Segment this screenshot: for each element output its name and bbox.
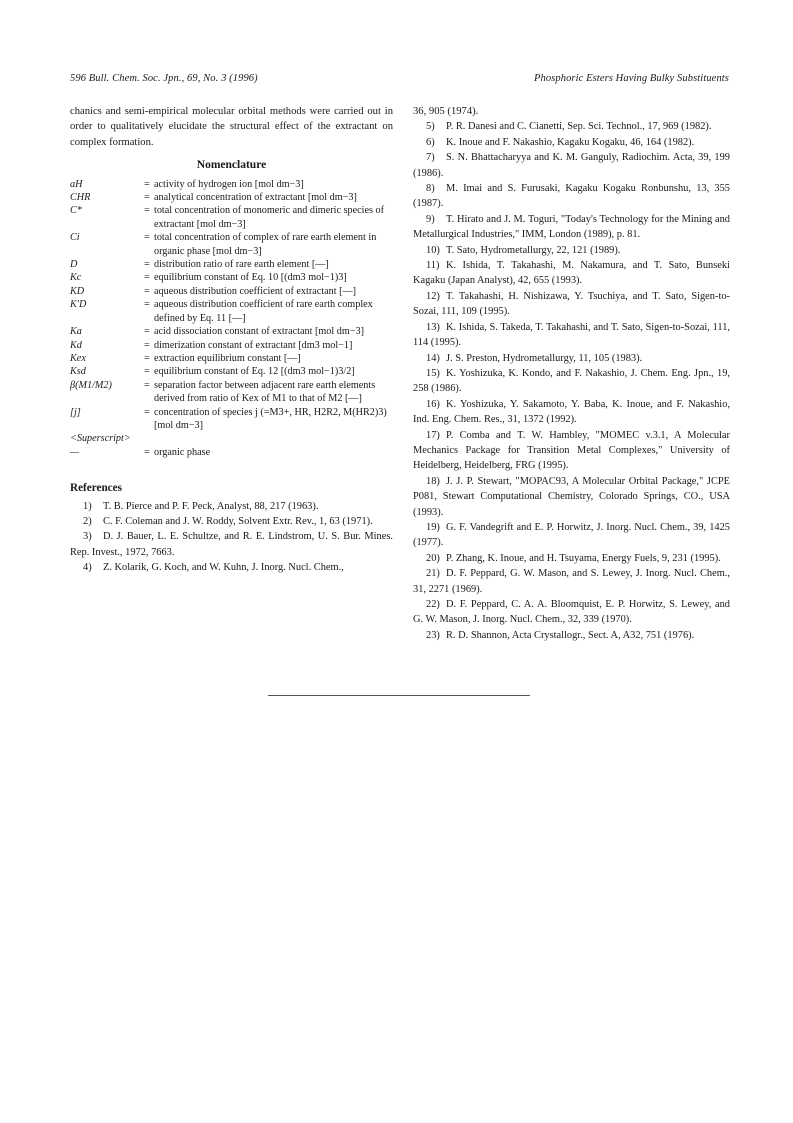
- reference-item: [413, 258, 730, 289]
- reference-number: 5): [426, 121, 435, 133]
- reference-number: 23): [426, 629, 440, 641]
- nomenclature-symbol: Kc: [70, 272, 82, 284]
- reference-text: T. B. Pierce and P. F. Peck, Analyst, 88, 217 (1963).: [103, 500, 319, 512]
- reference-item: [413, 289, 730, 320]
- nomenclature-equals: =: [144, 272, 150, 284]
- nomenclature-equals: =: [144, 205, 150, 217]
- reference-number: 3): [83, 531, 92, 543]
- nomenclature-equals: =: [144, 446, 150, 458]
- nomenclature-row: [70, 352, 393, 365]
- reference-text: K. Ishida, S. Takeda, T. Takahashi, and T. Sato, Sigen-to-Sozai, 111, 114 (1995).: [413, 321, 730, 349]
- reference-text: D. F. Peppard, G. W. Mason, and S. Lewey, J. Inorg. Nucl. Chem., 31, 2271 (1969).: [413, 568, 730, 595]
- reference-number: 4): [83, 562, 92, 574]
- reference-item: [70, 529, 393, 560]
- reference-continuation: 36, 905 (1974).: [413, 106, 479, 117]
- reference-item: [413, 551, 730, 566]
- reference-text: P. Zhang, K. Inoue, and H. Tsuyama, Energy Fuels, 9, 231 (1995).: [446, 552, 721, 564]
- nomenclature-symbol: D: [70, 259, 78, 271]
- reference-item: [413, 181, 730, 212]
- nomenclature-symbol: CHR: [70, 192, 91, 204]
- nomenclature-definition: distribution ratio of rare earth element [—]: [154, 259, 329, 271]
- reference-number: 9): [426, 213, 435, 225]
- nomenclature-symbol: K'D: [70, 299, 87, 311]
- reference-item: [413, 320, 730, 351]
- nomenclature-equals: =: [144, 299, 150, 311]
- reference-item: [413, 628, 730, 643]
- page-header-journal-info: 596 Bull. Chem. Soc. Jpn., 69, No. 3 (1996): [70, 73, 258, 84]
- reference-number: 13): [426, 321, 440, 333]
- reference-item: [413, 150, 730, 181]
- nomenclature-symbol: <Superscript>: [70, 433, 131, 445]
- nomenclature-definition: dimerization constant of extractant [dm3 mol−1]: [154, 339, 353, 351]
- reference-text: T. Hirato and J. M. Toguri, "Today's Technology for the Mining and Metallurgical Industries," IMM, London (1989), p. 81.: [413, 213, 730, 241]
- nomenclature-row: [70, 231, 393, 258]
- nomenclature-equals: =: [144, 406, 150, 418]
- nomenclature-row: [70, 446, 393, 459]
- reference-text: G. F. Vandegrift and E. P. Horwitz, J. Inorg. Nucl. Chem., 39, 1425 (1977).: [413, 521, 730, 549]
- reference-item: [70, 514, 393, 529]
- reference-item: [413, 119, 730, 134]
- reference-item: [413, 135, 730, 150]
- nomenclature-row: [70, 204, 393, 231]
- reference-number: 21): [426, 568, 440, 580]
- reference-number: 22): [426, 599, 440, 610]
- references-list-left: [70, 499, 393, 576]
- reference-number: 19): [426, 521, 440, 533]
- reference-number: 8): [426, 183, 435, 195]
- reference-text: Z. Kolarik, G. Koch, and W. Kuhn, J. Inorg. Nucl. Chem.,: [103, 562, 344, 574]
- reference-item: [413, 243, 730, 258]
- nomenclature-definition: concentration of species j (=M3+, HR, H2R2, M(HR2)3) [mol dm−3]: [154, 406, 387, 431]
- reference-number: 15): [426, 367, 440, 379]
- reference-text: M. Imai and S. Furusaki, Kagaku Kogaku Ronbunshu, 13, 355 (1987).: [413, 183, 730, 210]
- reference-text: P. R. Danesi and C. Cianetti, Sep. Sci. Technol., 17, 969 (1982).: [446, 121, 712, 133]
- nomenclature-symbol: Ka: [70, 326, 82, 338]
- reference-number: 14): [426, 352, 440, 364]
- reference-number: 18): [426, 475, 440, 487]
- nomenclature-definition: aqueous distribution coefficient of extractant [—]: [154, 285, 357, 297]
- nomenclature-definition: extraction equilibrium constant [—]: [154, 352, 301, 364]
- right-column: [413, 104, 730, 643]
- references-heading: References: [70, 482, 122, 495]
- reference-number: 1): [83, 500, 92, 512]
- nomenclature-equals: =: [144, 285, 150, 297]
- nomenclature-row: [70, 271, 393, 284]
- reference-text: P. Comba and T. W. Hambley, "MOMEC v.3.1, A Molecular Mechanics Package for Transition Metal Complexes," University of Heidelberg, Heidelberg, FRG (1995).: [413, 429, 730, 472]
- nomenclature-row: [70, 365, 393, 378]
- nomenclature-row: [70, 285, 393, 298]
- reference-text: J. S. Preston, Hydrometallurgy, 11, 105 (1983).: [446, 352, 643, 364]
- intro-paragraph: chanics and semi-empirical molecular orbital methods were carried out in order to qualitatively elucidate the structural effect of the extractant on complex formation.: [70, 106, 393, 148]
- reference-item: [70, 560, 393, 575]
- nomenclature-equals: =: [144, 352, 150, 364]
- reference-text: T. Takahashi, H. Nishizawa, Y. Tsuchiya, and T. Sato, Sigen-to-Sozai, 111, 109 (1995).: [413, 290, 730, 318]
- reference-number: 7): [426, 152, 435, 164]
- nomenclature-row: [70, 325, 393, 338]
- reference-number: 10): [426, 244, 440, 256]
- nomenclature-symbol: Kex: [70, 352, 86, 364]
- reference-number: 16): [426, 398, 440, 410]
- page-header-running-title: Phosphoric Esters Having Bulky Substituents: [533, 73, 729, 84]
- nomenclature-symbol: KD: [70, 285, 85, 297]
- reference-text: J. J. P. Stewart, "MOPAC93, A Molecular Orbital Package," JCPE P081, Stewart Computational Chemistry, Colorado Springs, CO., USA (1993).: [413, 475, 730, 518]
- reference-item: [413, 428, 730, 474]
- nomenclature-equals: =: [144, 326, 150, 338]
- reference-number: 2): [83, 515, 92, 527]
- reference-item: [70, 499, 393, 514]
- nomenclature-list: [70, 178, 393, 460]
- nomenclature-equals: =: [144, 192, 150, 204]
- nomenclature-row: [70, 432, 393, 445]
- nomenclature-equals: =: [144, 366, 150, 378]
- reference-number: 6): [426, 136, 435, 148]
- nomenclature-definition: activity of hydrogen ion [mol dm−3]: [154, 178, 304, 190]
- reference-text: S. N. Bhattacharyya and K. M. Ganguly, Radiochim. Acta, 39, 199 (1986).: [413, 152, 730, 179]
- nomenclature-definition: separation factor between adjacent rare earth elements derived from ratio of Kex of M1 to that of M2 [—]: [154, 379, 376, 405]
- reference-number: 20): [426, 552, 440, 564]
- reference-item: [413, 597, 730, 628]
- nomenclature-equals: =: [144, 339, 150, 351]
- nomenclature-symbol: [j]: [70, 406, 81, 418]
- nomenclature-definition: analytical concentration of extractant [mol dm−3]: [154, 192, 357, 204]
- reference-text: K. Yoshizuka, K. Kondo, and F. Nakashio, J. Chem. Eng. Jpn., 19, 258 (1986).: [413, 367, 730, 395]
- nomenclature-definition: acid dissociation constant of extractant [mol dm−3]: [154, 326, 365, 338]
- end-rule: [268, 695, 530, 696]
- reference-text: K. Yoshizuka, Y. Sakamoto, Y. Baba, K. Inoue, and F. Nakashio, Ind. Eng. Chem. Res., 31, 1372 (1992).: [413, 398, 730, 426]
- nomenclature-row: [70, 379, 393, 406]
- nomenclature-equals: =: [144, 379, 150, 391]
- reference-text: D. F. Peppard, C. A. A. Bloomquist, E. P. Horwitz, S. Lewey, and G. W. Mason, J. Inorg. Nucl. Chem., 32, 339 (1970).: [413, 599, 730, 626]
- nomenclature-symbol: C*: [70, 205, 82, 217]
- reference-item: [413, 520, 730, 551]
- reference-number: 11): [426, 260, 440, 272]
- nomenclature-row: [70, 339, 393, 352]
- nomenclature-definition: organic phase: [154, 446, 211, 458]
- nomenclature-symbol: aH: [70, 178, 83, 190]
- nomenclature-heading: Nomenclature: [196, 159, 267, 172]
- reference-text: R. D. Shannon, Acta Crystallogr., Sect. A, A32, 751 (1976).: [446, 629, 695, 641]
- nomenclature-symbol: Ci: [70, 232, 80, 244]
- reference-text: K. Ishida, T. Takahashi, M. Nakamura, and T. Sato, Bunseki Kagaku (Japan Analyst), 42, 655 (1993).: [413, 260, 730, 287]
- reference-text: K. Inoue and F. Nakashio, Kagaku Kogaku, 46, 164 (1982).: [446, 136, 695, 148]
- reference-text: T. Sato, Hydrometallurgy, 22, 121 (1989).: [446, 244, 621, 256]
- nomenclature-symbol: Kd: [70, 339, 82, 351]
- reference-item: [413, 366, 730, 397]
- nomenclature-row: [70, 258, 393, 271]
- nomenclature-definition: equilibrium constant of Eq. 10 [(dm3 mol−1)3]: [154, 272, 347, 284]
- reference-number: 12): [426, 290, 440, 302]
- left-column: [70, 104, 393, 576]
- nomenclature-equals: =: [144, 232, 150, 244]
- nomenclature-symbol: β(M1/M2): [70, 379, 112, 391]
- reference-item: [413, 212, 730, 243]
- nomenclature-row: [70, 298, 393, 325]
- nomenclature-row: [70, 406, 393, 433]
- nomenclature-equals: =: [144, 178, 150, 190]
- nomenclature-definition: total concentration of monomeric and dimeric species of extractant [mol dm−3]: [154, 205, 384, 230]
- reference-item: [413, 351, 730, 366]
- references-list-right: [413, 119, 730, 643]
- reference-number: 17): [426, 429, 440, 441]
- reference-item: [413, 397, 730, 428]
- nomenclature-symbol: —: [70, 446, 80, 458]
- reference-item: [413, 566, 730, 597]
- nomenclature-definition: equilibrium constant of Eq. 12 [(dm3 mol−1)3/2]: [154, 366, 355, 378]
- nomenclature-definition: total concentration of complex of rare earth element in organic phase [mol dm−3]: [154, 232, 377, 257]
- nomenclature-definition: aqueous distribution coefficient of rare earth complex defined by Eq. 11 [—]: [154, 299, 373, 324]
- nomenclature-row: [70, 178, 393, 191]
- nomenclature-equals: =: [144, 259, 150, 271]
- reference-item: [413, 474, 730, 520]
- nomenclature-row: [70, 191, 393, 204]
- reference-text: C. F. Coleman and J. W. Roddy, Solvent Extr. Rev., 1, 63 (1971).: [103, 515, 373, 527]
- nomenclature-symbol: Ksd: [70, 366, 86, 378]
- reference-text: D. J. Bauer, L. E. Schultze, and R. E. Lindstrom, U. S. Bur. Mines. Rep. Invest., 1972, 7663.: [70, 531, 393, 558]
